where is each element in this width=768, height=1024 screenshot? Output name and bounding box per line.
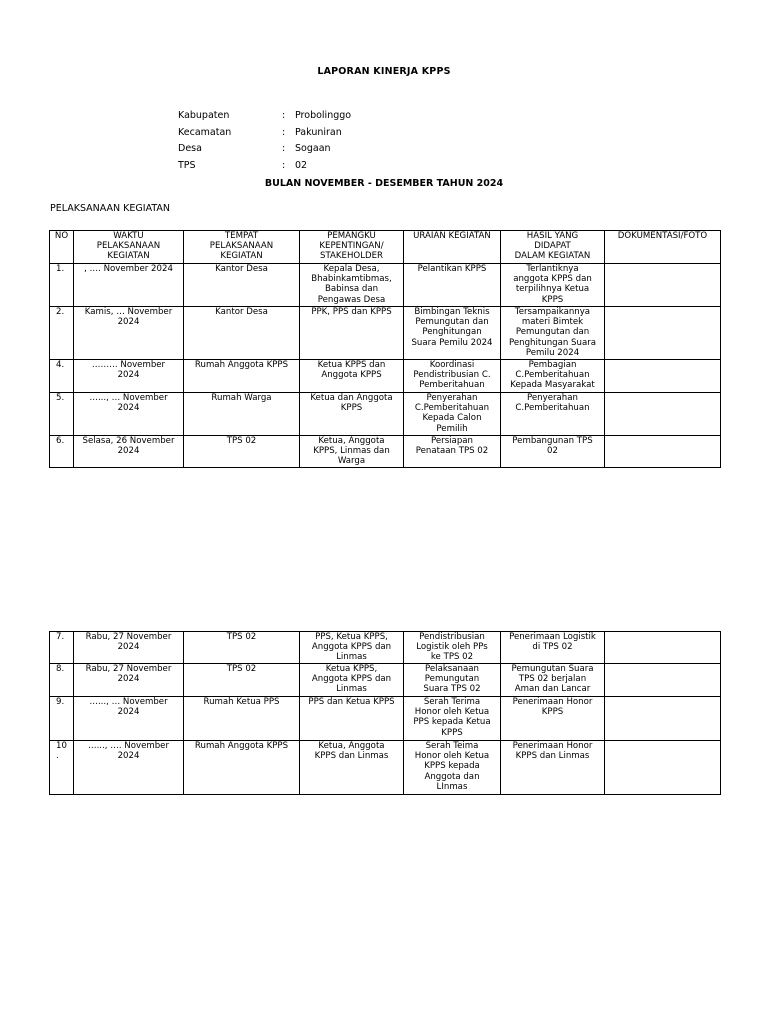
- cell-no: 9.: [50, 697, 74, 741]
- cell-dokumentasi: [605, 264, 721, 307]
- cell-hasil: Pembangunan TPS 02: [501, 436, 605, 468]
- cell-pemangku: Ketua KPPS, Anggota KPPS dan Linmas: [300, 664, 404, 697]
- table-row: [50, 664, 721, 697]
- cell-dokumentasi: [605, 697, 721, 741]
- info-label: TPS: [178, 159, 196, 171]
- cell-tempat: TPS 02: [184, 632, 300, 664]
- location-info: [178, 108, 351, 174]
- info-row-desa: [178, 141, 351, 158]
- header-cell-waktu: WAKTU PELAKSANAAN KEGIATAN: [74, 231, 184, 264]
- info-value: Pakuniran: [295, 126, 342, 138]
- cell-no: 2.: [50, 307, 74, 360]
- cell-pemangku: Ketua KPPS dan Anggota KPPS: [300, 360, 404, 393]
- table-row: [50, 741, 721, 795]
- cell-tempat: TPS 02: [184, 436, 300, 468]
- table-row: [50, 264, 721, 307]
- activity-table-page-2: [49, 631, 721, 795]
- cell-uraian: Serah Teima Honor oleh Ketua KPPS kepada Anggota dan LInmas: [404, 741, 501, 795]
- info-value: Sogaan: [295, 143, 331, 154]
- cell-uraian: Pelaksanaan Pemungutan Suara TPS 02: [404, 664, 501, 697]
- cell-waktu: …..., …. November 2024: [74, 741, 184, 795]
- cell-tempat: TPS 02: [184, 664, 300, 697]
- header-cell-no: NO: [50, 231, 74, 264]
- cell-tempat: Rumah Ketua PPS: [184, 697, 300, 741]
- table-row: [50, 307, 721, 360]
- table-row: [50, 697, 721, 741]
- cell-dokumentasi: [605, 436, 721, 468]
- cell-hasil: Pembagian C.Pemberitahuan Kepada Masyarakat: [501, 360, 605, 393]
- cell-no: 1.: [50, 264, 74, 307]
- cell-dokumentasi: [605, 664, 721, 697]
- cell-waktu: Rabu, 27 November 2024: [74, 664, 184, 697]
- cell-uraian: Bimbingan Teknis Pemungutan dan Penghitungan Suara Pemilu 2024: [404, 307, 501, 360]
- cell-pemangku: Ketua, Anggota KPPS, Linmas dan Warga: [300, 436, 404, 468]
- cell-tempat: Rumah Anggota KPPS: [184, 360, 300, 393]
- cell-hasil: Tersampaikannya materi Bimtek Pemungutan dan Penghitungan Suara Pemilu 2024: [501, 307, 605, 360]
- table-row: [50, 393, 721, 436]
- cell-waktu: Selasa, 26 November 2024: [74, 436, 184, 468]
- cell-waktu: , …. November 2024: [74, 264, 184, 307]
- cell-waktu: Rabu, 27 November 2024: [74, 632, 184, 664]
- cell-uraian: Penyerahan C.Pemberitahuan Kepada Calon Pemilih: [404, 393, 501, 436]
- header-cell-pemangku: PEMANGKU KEPENTINGAN/ STAKEHOLDER: [300, 231, 404, 264]
- cell-waktu: Kamis, … November 2024: [74, 307, 184, 360]
- cell-dokumentasi: [605, 360, 721, 393]
- cell-uraian: Serah Terima Honor oleh Ketua PPS kepada Ketua KPPS: [404, 697, 501, 741]
- cell-uraian: Pelantikan KPPS: [404, 264, 501, 307]
- info-row-tps: [178, 158, 351, 175]
- info-separator: :: [282, 110, 286, 121]
- header-cell-dokumentasi: DOKUMENTASI/FOTO: [605, 231, 721, 264]
- info-separator: :: [282, 143, 286, 154]
- table-row: [50, 360, 721, 393]
- cell-no: 4.: [50, 360, 74, 393]
- header-cell-tempat: TEMPAT PELAKSANAAN KEGIATAN: [184, 231, 300, 264]
- table-header-row: [50, 231, 721, 264]
- cell-pemangku: Ketua, Anggota KPPS dan Linmas: [300, 741, 404, 795]
- cell-pemangku: Kepala Desa, Bhabinkamtibmas, Babinsa dan Pengawas Desa: [300, 264, 404, 307]
- info-row-kecamatan: [178, 125, 351, 142]
- info-row-kabupaten: [178, 108, 351, 125]
- section-title: PELAKSANAAN KEGIATAN: [50, 203, 170, 214]
- cell-dokumentasi: [605, 307, 721, 360]
- table-row: [50, 632, 721, 664]
- activity-table-page-1: [49, 230, 721, 468]
- cell-uraian: Persiapan Penataan TPS 02: [404, 436, 501, 468]
- cell-dokumentasi: [605, 741, 721, 795]
- cell-waktu: ……… November 2024: [74, 360, 184, 393]
- info-value: Probolinggo: [295, 110, 352, 121]
- cell-no: 6.: [50, 436, 74, 468]
- report-title: LAPORAN KINERJA KPPS: [317, 66, 451, 77]
- cell-hasil: Terlantiknya anggota KPPS dan terpilihnya Ketua KPPS: [501, 264, 605, 307]
- cell-hasil: Pemungutan Suara TPS 02 berjalan Aman dan Lancar: [501, 664, 605, 697]
- cell-waktu: …..., … November 2024: [74, 393, 184, 436]
- cell-no: 5.: [50, 393, 74, 436]
- info-value: 02: [295, 159, 308, 171]
- info-label: Kecamatan: [178, 126, 232, 138]
- cell-uraian: Koordinasi Pendistribusian C. Pemberitahuan: [404, 360, 501, 393]
- info-label: Kabupaten: [178, 110, 230, 121]
- cell-hasil: Penerimaan Honor KPPS: [501, 697, 605, 741]
- cell-uraian: Pendistribusian Logistik oleh PPs ke TPS 02: [404, 632, 501, 664]
- info-separator: :: [282, 159, 286, 171]
- cell-tempat: Rumah Anggota KPPS: [184, 741, 300, 795]
- cell-dokumentasi: [605, 393, 721, 436]
- cell-pemangku: PPK, PPS dan KPPS: [300, 307, 404, 360]
- cell-hasil: Penyerahan C.Pemberitahuan: [501, 393, 605, 436]
- info-separator: :: [282, 126, 286, 138]
- cell-no: 8.: [50, 664, 74, 697]
- cell-no: 10 .: [50, 741, 74, 795]
- cell-hasil: Penerimaan Logistik di TPS 02: [501, 632, 605, 664]
- cell-pemangku: Ketua dan Anggota KPPS: [300, 393, 404, 436]
- header-cell-hasil: HASIL YANG DIDAPAT DALAM KEGIATAN: [501, 231, 605, 264]
- table-row: [50, 436, 721, 468]
- cell-hasil: Penerimaan Honor KPPS dan Linmas: [501, 741, 605, 795]
- cell-tempat: Kantor Desa: [184, 307, 300, 360]
- cell-tempat: Rumah Warga: [184, 393, 300, 436]
- cell-no: 7.: [50, 632, 74, 664]
- cell-waktu: …..., … November 2024: [74, 697, 184, 741]
- report-period: BULAN NOVEMBER - DESEMBER TAHUN 2024: [264, 178, 504, 189]
- info-label: Desa: [178, 143, 202, 154]
- cell-dokumentasi: [605, 632, 721, 664]
- cell-pemangku: PPS, Ketua KPPS, Anggota KPPS dan Linmas: [300, 632, 404, 664]
- cell-tempat: Kantor Desa: [184, 264, 300, 307]
- cell-pemangku: PPS dan Ketua KPPS: [300, 697, 404, 741]
- header-cell-uraian: URAIAN KEGIATAN: [404, 231, 501, 264]
